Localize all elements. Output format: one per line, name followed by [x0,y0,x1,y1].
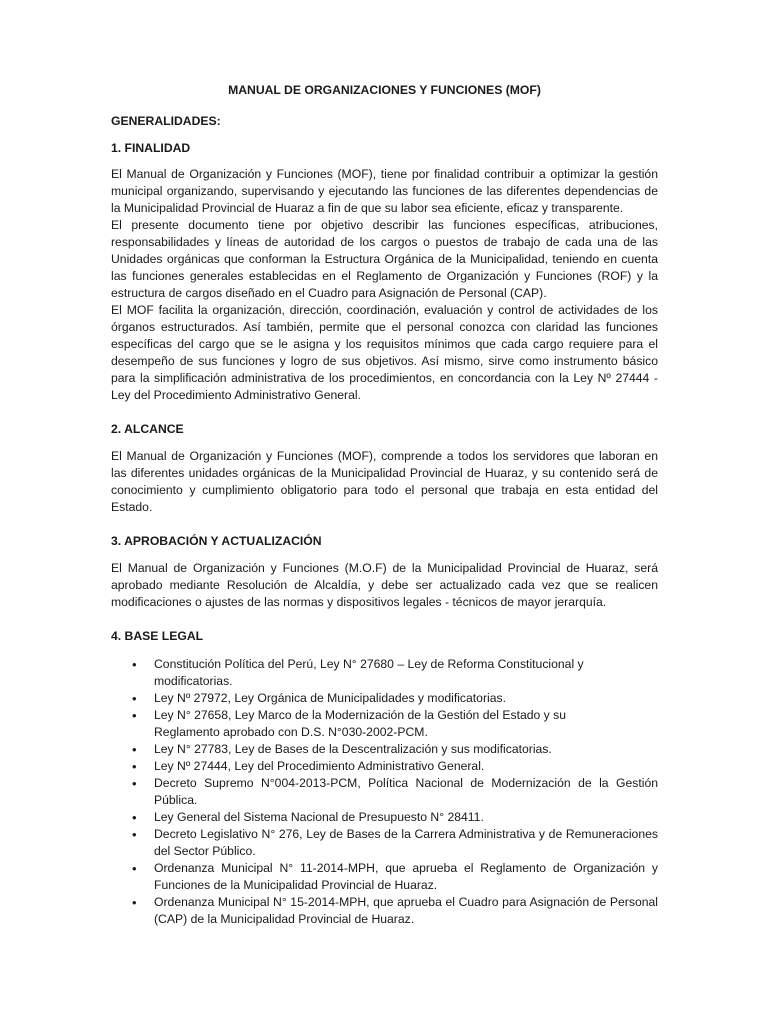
section-heading: 4. BASE LEGAL [111,629,204,643]
list-item [132,860,658,894]
section-heading: 2. ALCANCE [111,422,184,436]
list-item-text: Ley N° 27658, Ley Marco de la Modernización de la Gestión del Estado y su Reglamento aprobado con D.S. N°030-2002-PCM. [154,708,567,739]
bullet-icon: • [132,742,137,757]
list-item-text: Ley Nº 27444, Ley del Procedimiento Administrativo General. [154,759,485,773]
list-item [132,826,658,860]
section-base-legal [111,628,658,928]
list-item [132,758,658,775]
list-item-text: Ley N° 27783, Ley de Bases de la Descentralización y sus modificatorias. [154,742,552,756]
list-item [132,809,658,826]
list-item-text: Constitución Política del Perú, Ley N° 27680 – Ley de Reforma Constitucional y modificatorias. [154,657,584,688]
paragraph: El presente documento tiene por objetivo describir las funciones específicas, atribuciones, responsabilidades y líneas de autoridad de los cargos o puestos de trabajo de cada una de las Unidades orgánicas que conforman la Estructura Orgánica de la Municipalidad, teniendo en cuenta las funciones generales establecidas en el Reglamento de Organización y Funciones (ROF) y la estructura de cargos diseñado en el Cuadro para Asignación de Personal (CAP). [111,218,658,300]
generalidades-heading: GENERALIDADES: [111,114,221,128]
list-item-text: Ley Nº 27972, Ley Orgánica de Municipalidades y modificatorias. [154,691,506,705]
legal-list [111,656,658,928]
list-item [132,656,658,690]
bullet-icon: • [132,810,137,825]
section-heading: 3. APROBACIÓN Y ACTUALIZACIÓN [111,534,322,548]
bullet-icon: • [132,827,137,842]
list-item-text: Ordenanza Municipal N° 15-2014-MPH, que aprueba el Cuadro para Asignación de Personal (CAP) de la Municipalidad Provincial de Huaraz. [154,895,658,926]
list-item [132,741,658,758]
section-alcance [111,421,658,516]
bullet-icon: • [132,861,137,876]
list-item [132,775,658,809]
paragraph: El Manual de Organización y Funciones (MOF), tiene por finalidad contribuir a optimizar la gestión municipal organizando, supervisando y ejecutando las funciones de las diferentes dependencias de la Municipalidad Provincial de Huaraz a fin de que su labor sea eficiente, eficaz y transparente. [111,167,658,215]
section-finalidad [111,140,658,404]
list-item [132,707,658,741]
paragraph: El Manual de Organización y Funciones (MOF), comprende a todos los servidores que laboran en las diferentes unidades orgánicas de la Municipalidad Provincial de Huaraz, y su contenido será de conocimiento y cumplimiento obligatorio para todo el personal que trabaja en esta entidad del Estado. [111,449,658,514]
section-heading: 1. FINALIDAD [111,141,191,155]
list-item [132,894,658,928]
list-item-text: Decreto Legislativo N° 276, Ley de Bases de la Carrera Administrativa y de Remuneraciones del Sector Público. [154,827,658,858]
bullet-icon: • [132,776,137,791]
section-aprobacion [111,533,658,611]
list-item-text: Decreto Supremo N°004-2013-PCM, Política Nacional de Modernización de la Gestión Pública. [154,776,658,807]
paragraph: El MOF facilita la organización, dirección, coordinación, evaluación y control de actividades de los órganos estructurados. Así también, permite que el personal conozca con claridad las funciones específicas del cargo que se le asigna y los requisitos mínimos que cada cargo requiere para el desempeño de sus funciones y logro de sus objetivos. Así mismo, sirve como instrumento básico para la simplificación administrativa de los procedimientos, en concordancia con la Ley Nº 27444 - Ley del Procedimiento Administrativo General. [111,303,658,402]
bullet-icon: • [132,895,137,910]
paragraph: El Manual de Organización y Funciones (M.O.F) de la Municipalidad Provincial de Huaraz, será aprobado mediante Resolución de Alcaldía, y debe ser actualizado cada vez que se realicen modificaciones o ajustes de las normas y dispositivos legales - técnicos de mayor jerarquía. [111,561,658,609]
bullet-icon: • [132,657,137,672]
bullet-icon: • [132,759,137,774]
list-item [132,690,658,707]
document-title: MANUAL DE ORGANIZACIONES Y FUNCIONES (MOF) [228,83,541,97]
bullet-icon: • [132,708,137,723]
list-item-text: Ley General del Sistema Nacional de Presupuesto N° 28411. [154,810,484,824]
document-page [111,82,658,928]
bullet-icon: • [132,691,137,706]
list-item-text: Ordenanza Municipal N° 11-2014-MPH, que aprueba el Reglamento de Organización y Funciones de la Municipalidad Provincial de Huaraz. [154,861,658,892]
